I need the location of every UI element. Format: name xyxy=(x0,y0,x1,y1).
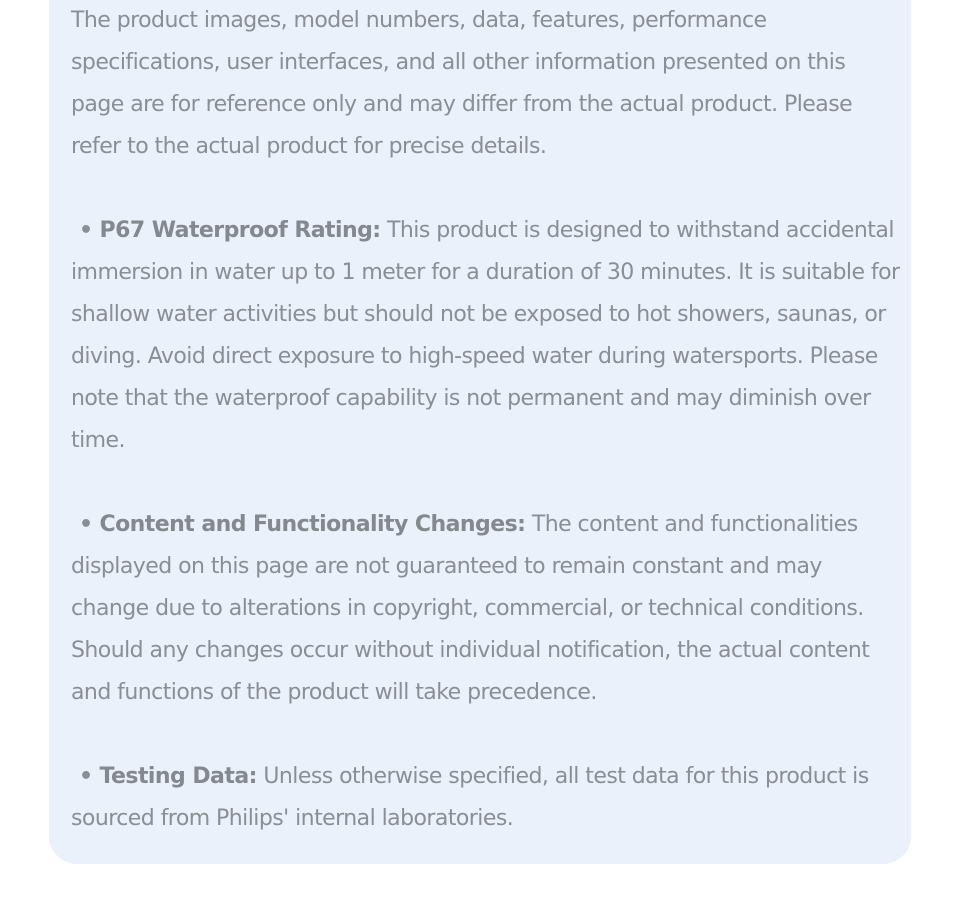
disclaimer-text xyxy=(71,0,901,840)
disclaimer-item-title: Testing Data: xyxy=(99,764,257,789)
disclaimer-item-body: Unless otherwise specified, all test data for this product is sourced from Philips' internal laboratories. xyxy=(71,764,869,831)
disclaimer-intro: The product images, model numbers, data, features, performance specifications, user interfaces, and all other information presented on this page are for reference only and may differ from the actual product. Please refer to the actual product for precise details. xyxy=(71,8,853,159)
bullet-icon: • xyxy=(79,764,93,789)
disclaimer-card xyxy=(49,0,911,864)
bullet-icon: • xyxy=(79,512,93,537)
disclaimer-item-title: Content and Functionality Changes: xyxy=(99,512,526,537)
disclaimer-item-waterproof xyxy=(71,210,901,462)
disclaimer-item-testing-data xyxy=(71,756,901,840)
disclaimer-item-body: This product is designed to withstand accidental immersion in water up to 1 meter for a duration of 30 minutes. It is suitable for shallow water activities but should not be exposed to hot showers, saunas, or diving. Avoid direct exposure to high-speed water during watersports. Please note that the waterproof capability is not permanent and may diminish over time. xyxy=(71,218,900,453)
bullet-icon: • xyxy=(79,218,93,243)
disclaimer-item-title: P67 Waterproof Rating: xyxy=(99,218,381,243)
disclaimer-item-body: The content and functionalities displayed on this page are not guaranteed to remain constant and may change due to alterations in copyright, commercial, or technical conditions. Should any changes occur without individual notification, the actual content and functions of the product will take precedence. xyxy=(71,512,870,705)
disclaimer-item-content-changes xyxy=(71,504,901,714)
